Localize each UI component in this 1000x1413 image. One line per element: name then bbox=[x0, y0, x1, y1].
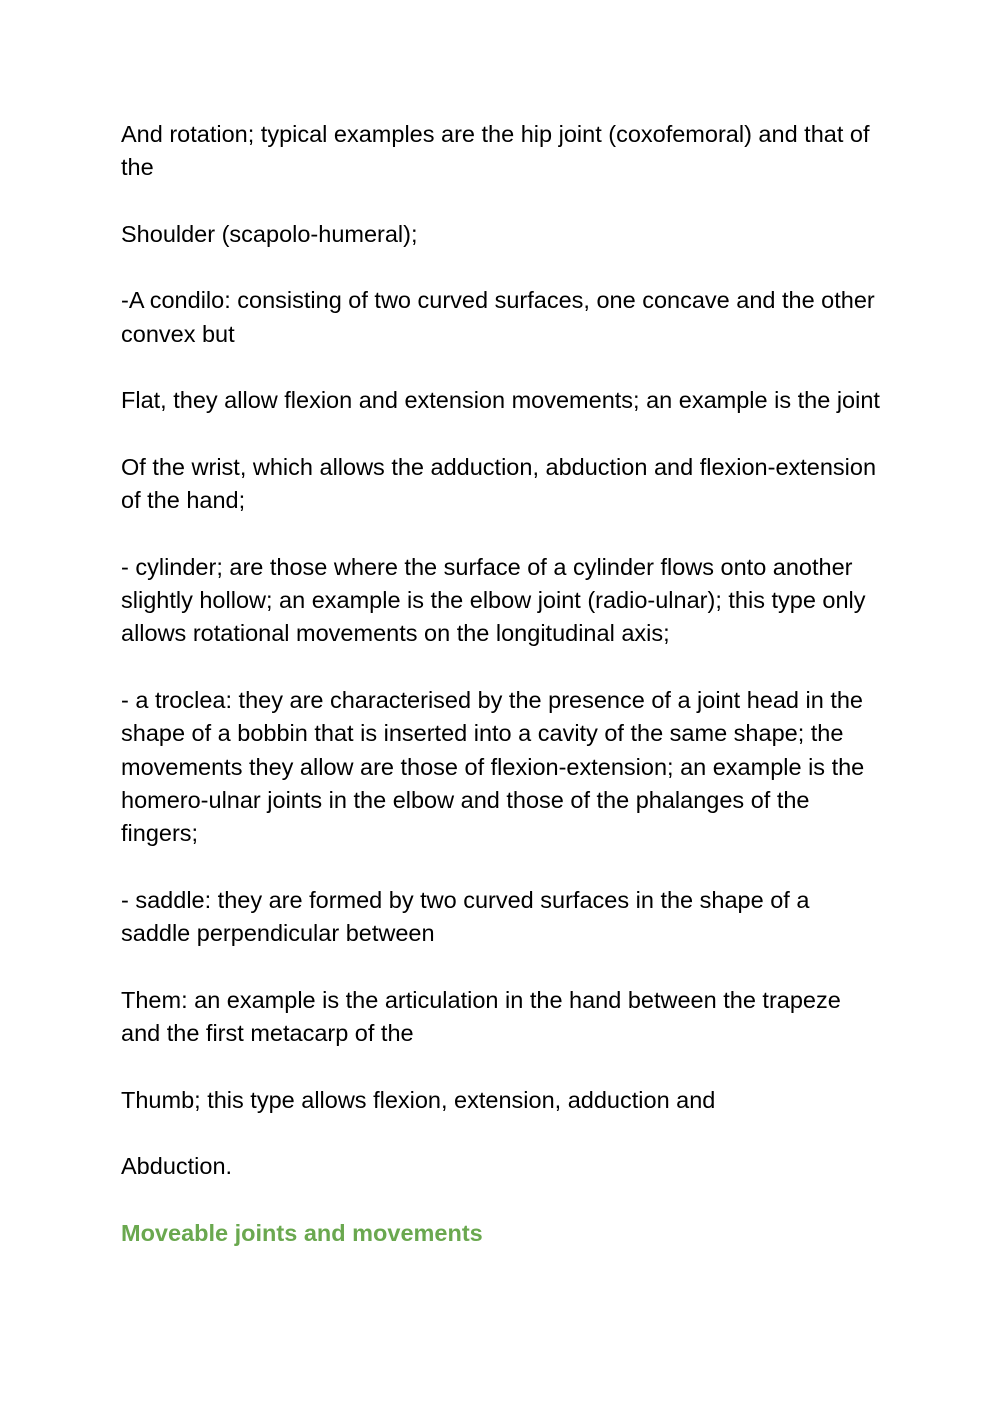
paragraph-saddle: - saddle: they are formed by two curved surfaces in the shape of a saddle perpendicular between bbox=[121, 886, 810, 947]
paragraph-thumb: Thumb; this type allows flexion, extension, adduction and bbox=[121, 1086, 716, 1113]
paragraph-troclea: - a troclea: they are characterised by the presence of a joint head in the shape of a bobbin that is inserted into a cavity of the same shape; the movements they allow are those of flexion-extension; an example is the homero-ulnar joints in the elbow and those of the phalanges of the fingers; bbox=[121, 687, 865, 847]
paragraph-abduction: Abduction. bbox=[121, 1153, 233, 1180]
section-heading: Moveable joints and movements bbox=[121, 1219, 483, 1246]
paragraph-them: Them: an example is the articulation in the hand between the trapeze and the first metacarp of the bbox=[121, 986, 841, 1047]
paragraph-flat: Flat, they allow flexion and extension movements; an example is the joint bbox=[121, 387, 880, 414]
paragraph-rotation: And rotation; typical examples are the hip joint (coxofemoral) and that of the bbox=[121, 121, 870, 181]
paragraph-shoulder: Shoulder (scapolo-humeral); bbox=[121, 220, 418, 247]
document-body bbox=[121, 118, 881, 1250]
paragraph-wrist: Of the wrist, which allows the adduction, abduction and flexion-extension of the hand; bbox=[121, 453, 877, 514]
paragraph-condilo: -A condilo: consisting of two curved surfaces, one concave and the other convex but bbox=[121, 287, 875, 347]
paragraph-cylinder: - cylinder; are those where the surface of a cylinder flows onto another slightly hollow; an example is the elbow joint (radio-ulnar); this type only allows rotational movements on the longitudinal axis; bbox=[121, 553, 866, 647]
